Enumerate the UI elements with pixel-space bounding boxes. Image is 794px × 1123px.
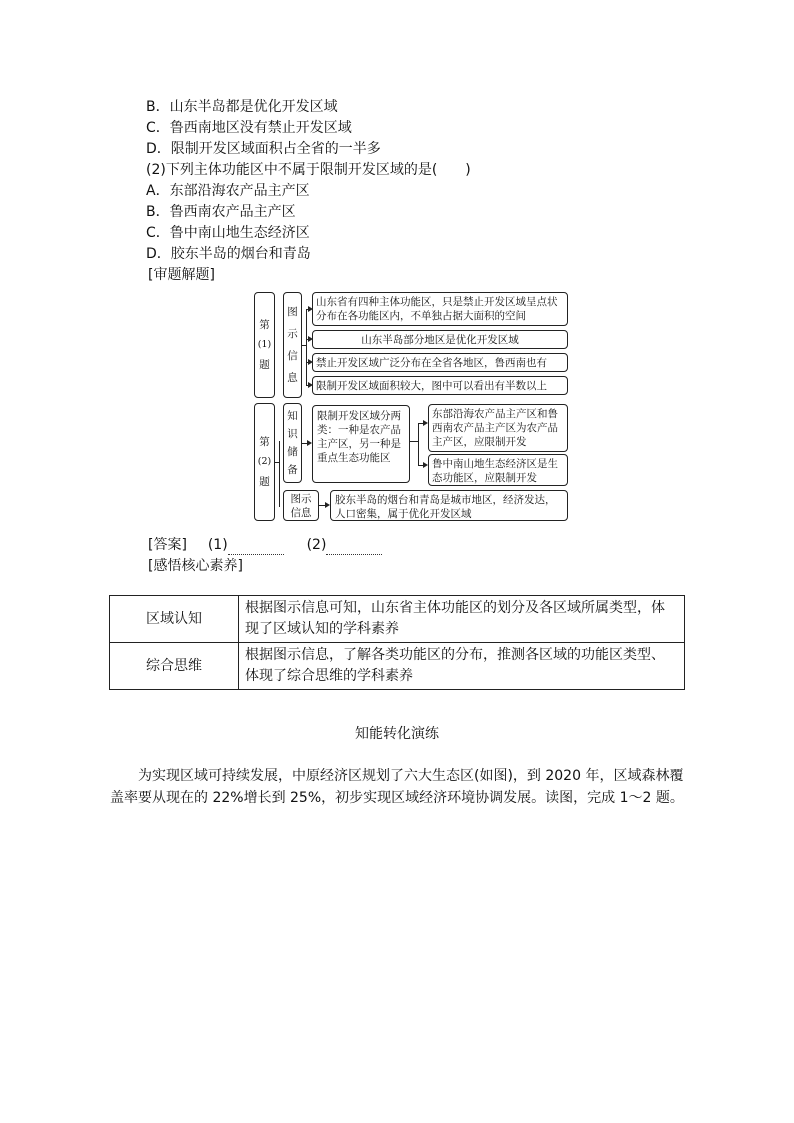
table-key-cell: 区域认知 (110, 596, 239, 643)
q2-right-box-2: 鲁中南山地生态经济区是生态功能区，应限制开发 (428, 454, 568, 486)
q2-bracket-line (279, 441, 280, 507)
q1-info-char: 息 (287, 372, 298, 384)
q2-knowledge-label-box (283, 403, 302, 483)
q2-knowledge-char: 储 (287, 446, 298, 458)
section-core-heading: [感悟核心素养] (148, 558, 243, 574)
core-literacy-table (109, 595, 685, 690)
q1-label-box (254, 292, 275, 398)
q2-info-label-box: 图示信息 (283, 490, 319, 521)
q2-knowledge-char: 备 (287, 464, 298, 476)
q2-bracket-stem (275, 462, 279, 463)
q1-label-num: (1) (257, 339, 272, 350)
answer-blank-1[interactable] (228, 542, 284, 555)
q2-info-box: 胶东半岛的烟台和青岛是城市地区，经济发达，人口密集，属于优化开发区域 (330, 490, 568, 521)
table-row (110, 596, 685, 643)
option-a-q2: A．东部沿海农产品主产区 (146, 183, 310, 199)
q1-info-char: 图 (287, 306, 298, 318)
table-text-cell: 根据图示信息可知，山东省主体功能区的划分及各区域所属类型，体现了区域认知的学科素养 (239, 596, 685, 643)
option-c-q2: C．鲁中南山地生态经济区 (146, 225, 310, 241)
q2-label-char: 题 (259, 476, 270, 488)
q2-right-box-1: 东部沿海农产品主产区和鲁西南农产品主产区为农产品主产区，应限制开发 (428, 404, 568, 452)
option-b-q1: B．山东半岛都是优化开发区域 (146, 99, 338, 115)
q1-label-char: 题 (259, 359, 270, 371)
question-2-stem: (2)下列主体功能区中不属于限制开发区域的是( ) (146, 162, 471, 178)
practice-title: 知能转化演练 (355, 726, 439, 742)
q1-info-box-1: 山东省有四种主体功能区，只是禁止开发区域呈点状分布在各功能区内，不单独占据大面积的空间 (312, 292, 568, 326)
option-b-q2: B．鲁西南农产品主产区 (146, 204, 296, 220)
q1-info-box-4: 限制开发区域面积较大，图中可以看出有半数以上 (312, 376, 568, 395)
answer-line (148, 535, 382, 555)
q1-info-box-2: 山东半岛部分地区是优化开发区域 (312, 330, 568, 349)
q2-knowledge-char: 识 (287, 428, 298, 440)
option-d-q2: D．胶东半岛的烟台和青岛 (146, 246, 311, 262)
q2-label-char: 第 (259, 436, 270, 448)
q2-knowledge-char: 知 (287, 410, 298, 422)
q2-split-stem (410, 441, 418, 442)
table-key-cell: 综合思维 (110, 643, 239, 690)
q1-info-char: 示 (287, 328, 298, 340)
practice-intro: 为实现区域可持续发展，中原经济区规划了六大生态区(如图)，到 2020 年，区域森林覆盖率要从现在的 22%增长到 25%，初步实现区域经济环境协调发展。读图，完成 1～2 题。 (110, 768, 684, 806)
answer-part-2: (2) (306, 537, 327, 553)
q1-label-char: 第 (259, 319, 270, 331)
q2-knowledge-box: 限制开发区域分两类：一种是农产品主产区，另一种是重点生态功能区 (312, 405, 410, 483)
table-text-cell: 根据图示信息，了解各类功能区的分布，推测各区域的功能区类型、体现了综合思维的学科素养 (239, 643, 685, 690)
q2-split-line (418, 423, 419, 465)
q1-bracket-stem (302, 345, 306, 346)
option-c-q1: C．鲁西南地区没有禁止开发区域 (146, 120, 352, 136)
q2-label-box (254, 403, 275, 521)
answer-blank-2[interactable] (326, 542, 382, 555)
answer-label: [答案] (148, 537, 187, 553)
q1-info-box-3: 禁止开发区域广泛分布在全省各地区，鲁西南也有 (312, 353, 568, 372)
answer-part-1: (1) (207, 537, 228, 553)
section-analysis-heading: [审题解题] (148, 267, 215, 283)
q1-info-char: 信 (287, 350, 298, 362)
q1-bracket-line (306, 309, 307, 385)
q2-label-num: (2) (257, 456, 272, 467)
q1-info-label-box (283, 292, 302, 398)
table-row (110, 643, 685, 690)
option-d-q1: D．限制开发区域面积占全省的一半多 (146, 141, 381, 157)
